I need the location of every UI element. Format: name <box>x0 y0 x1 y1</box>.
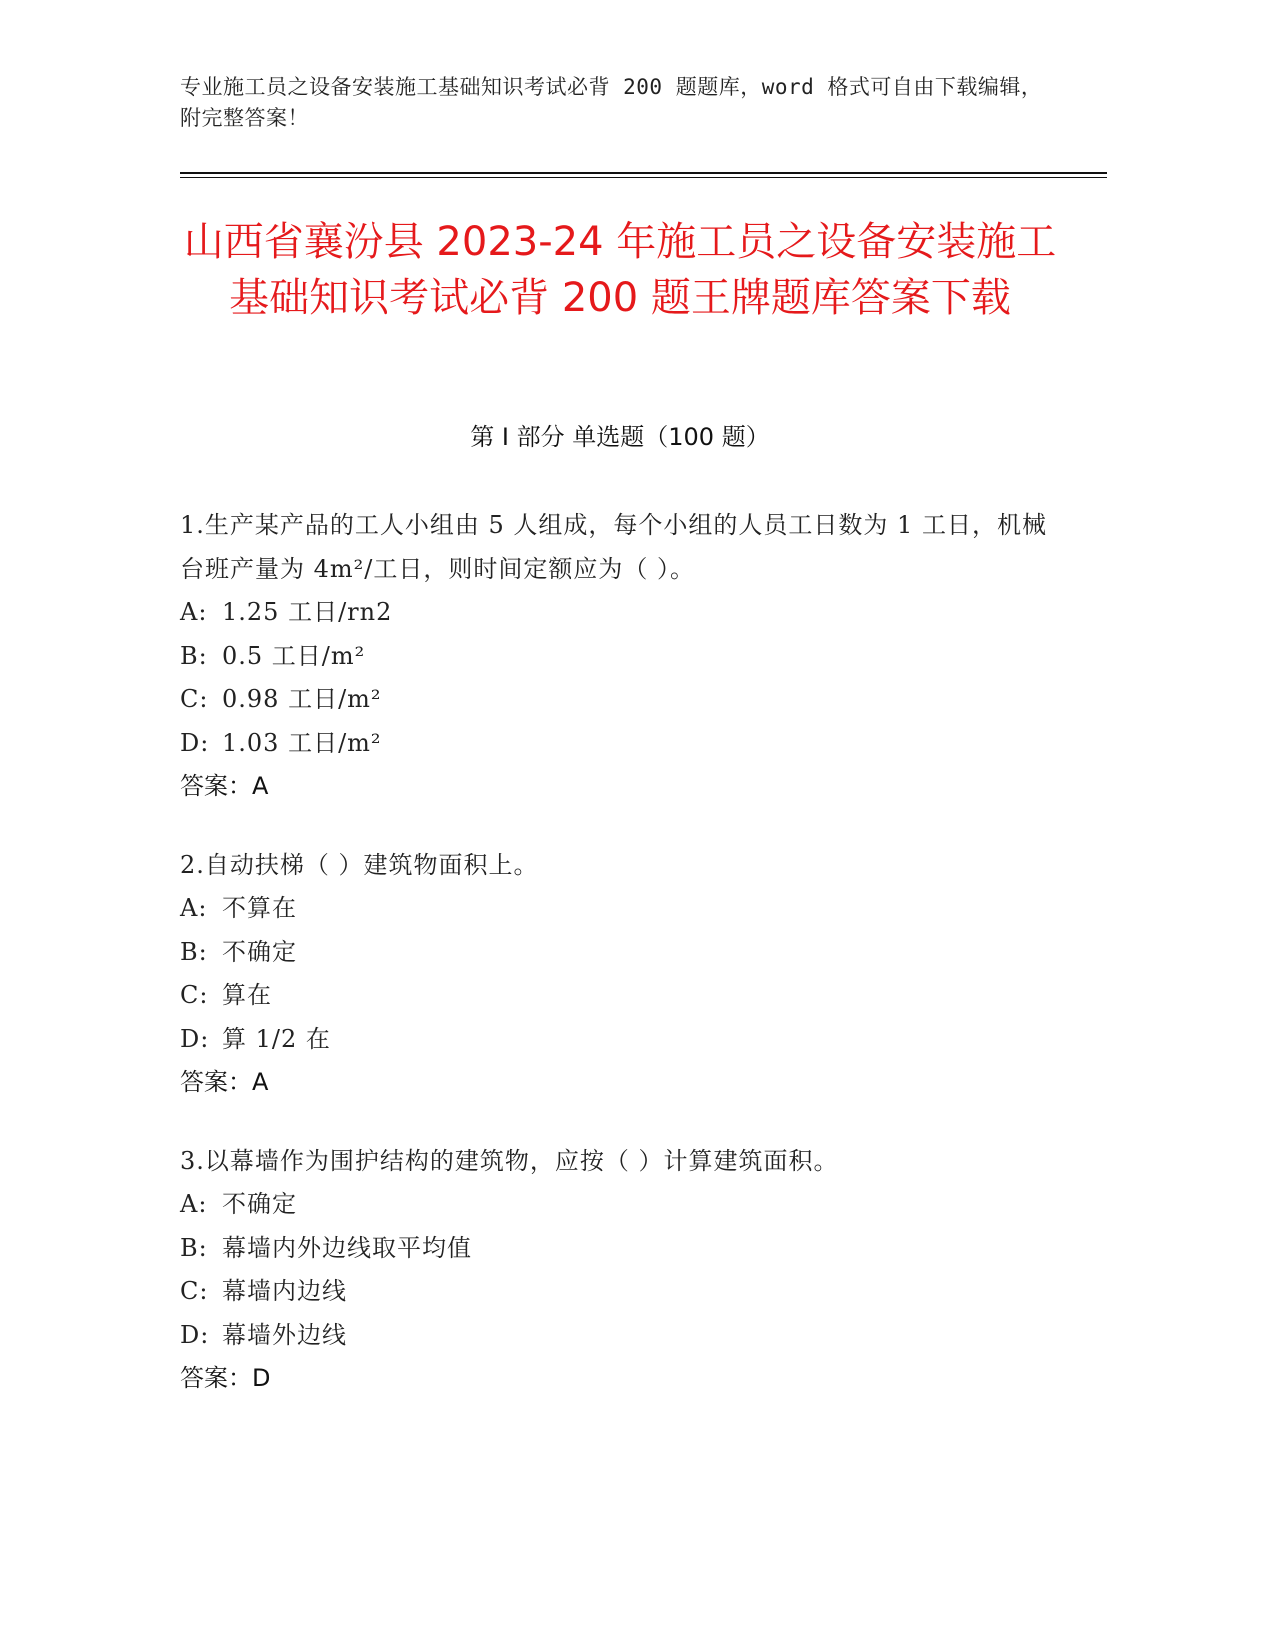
answer-line: 答案：A <box>180 1068 269 1096</box>
option-key: A: <box>180 1190 208 1218</box>
option-text: 不确定 <box>222 937 297 966</box>
question-1 <box>180 504 1060 809</box>
option-a <box>180 887 1060 931</box>
option-d <box>180 722 1060 766</box>
option-text: 0.5 工日/m² <box>222 641 366 670</box>
option-text: 1.25 工日/rn2 <box>222 598 393 626</box>
section-heading: 第 I 部分 单选题（100 题） <box>470 423 770 451</box>
option-text: 幕墙内外边线取平均值 <box>222 1233 472 1262</box>
option-key: B: <box>180 641 208 670</box>
option-key: B: <box>180 1233 208 1262</box>
option-key: A: <box>180 894 208 922</box>
option-key: C: <box>180 981 209 1009</box>
question-2 <box>180 844 1060 1105</box>
option-key: D: <box>180 728 210 757</box>
option-key: A: <box>180 598 208 626</box>
header-divider-thick <box>180 172 1107 174</box>
option-b <box>180 1227 1060 1271</box>
option-key: B: <box>180 937 208 966</box>
option-b <box>180 931 1060 975</box>
option-b <box>180 635 1060 679</box>
option-text: 算 1/2 在 <box>222 1024 331 1053</box>
option-d <box>180 1018 1060 1062</box>
option-c <box>180 1270 1060 1314</box>
option-key: D: <box>180 1024 210 1053</box>
option-text: 算在 <box>222 981 272 1009</box>
header-divider-thin <box>180 177 1107 178</box>
question-list <box>180 504 1060 1436</box>
option-text: 不算在 <box>222 894 297 922</box>
option-key: C: <box>180 1277 209 1305</box>
option-key: C: <box>180 685 209 713</box>
question-stem: 3.以幕墙作为围护结构的建筑物，应按（ ）计算建筑面积。 <box>180 1146 839 1175</box>
option-c <box>180 678 1060 722</box>
option-text: 0.98 工日/m² <box>222 685 382 713</box>
option-text: 幕墙外边线 <box>222 1320 347 1349</box>
option-c <box>180 974 1060 1018</box>
answer-line: 答案：A <box>180 772 269 800</box>
option-text: 1.03 工日/m² <box>222 728 382 757</box>
option-a <box>180 1183 1060 1227</box>
option-text: 不确定 <box>222 1190 297 1218</box>
header-note: 专业施工员之设备安装施工基础知识考试必背 200 题题库，word 格式可自由下载编辑，附完整答案！ <box>180 75 1043 130</box>
question-stem: 1.生产某产品的工人小组由 5 人组成，每个小组的人员工日数为 1 工日，机械台班产量为 4m²/工日，则时间定额应为（ ）。 <box>180 511 1047 583</box>
question-3 <box>180 1140 1060 1401</box>
document-title: 山西省襄汾县 2023-24 年施工员之设备安装施工基础知识考试必背 200 题王牌题库答案下载 <box>183 219 1057 321</box>
option-a <box>180 591 1060 635</box>
answer-line: 答案：D <box>180 1364 271 1392</box>
question-stem: 2.自动扶梯（ ）建筑物面积上。 <box>180 850 539 879</box>
option-d <box>180 1314 1060 1358</box>
option-text: 幕墙内边线 <box>222 1277 347 1305</box>
option-key: D: <box>180 1320 210 1349</box>
